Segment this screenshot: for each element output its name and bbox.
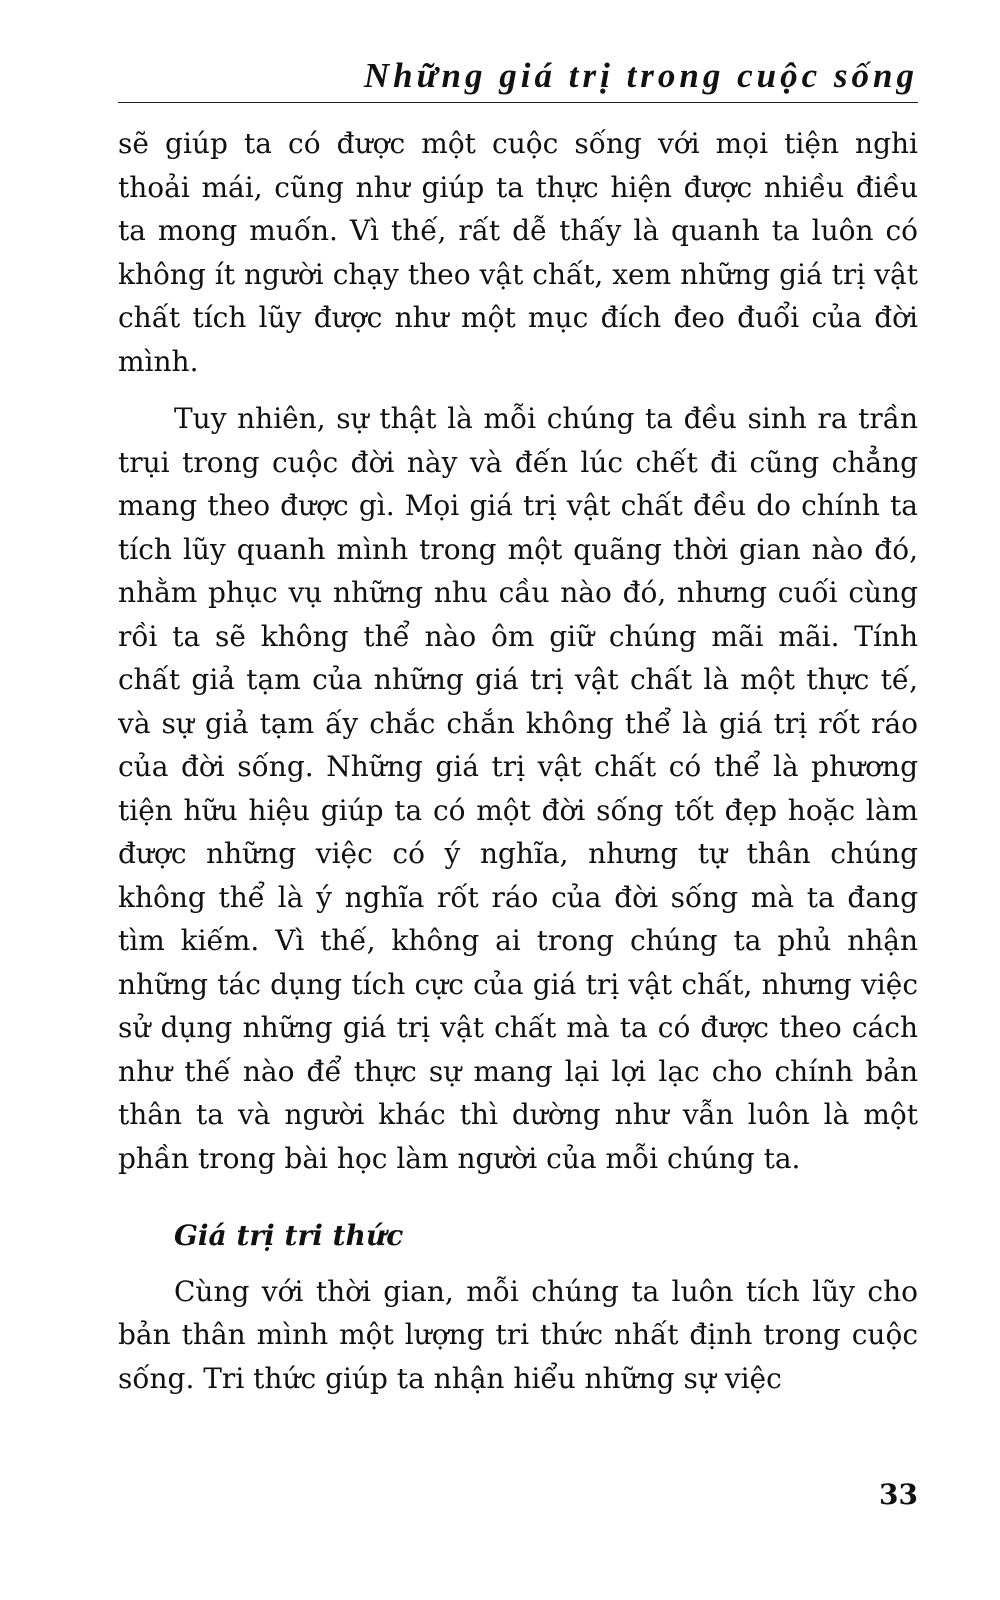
running-title: Những giá trị trong cuộc sống <box>363 56 918 95</box>
page-header <box>118 52 918 103</box>
body-paragraph-2: Tuy nhiên, sự thật là mỗi chúng ta đều sinh ra trần trụi trong cuộc đời này và đến lúc chết đi cũng chẳng mang theo được gì. Mọi giá trị vật chất đều do chính ta tích lũy quanh mình trong một quãng thời gian nào đó, nhằm phục vụ những nhu cầu nào đó, nhưng cuối cùng rồi ta sẽ không thể nào ôm giữ chúng mãi mãi. Tính chất giả tạm của những giá trị vật chất là một thực tế, và sự giả tạm ấy chắc chắn không thể là giá trị rốt ráo của đời sống. Những giá trị vật chất có thể là phương tiện hữu hiệu giúp ta có một đời sống tốt đẹp hoặc làm được những việc có ý nghĩa, nhưng tự thân chúng không thể là ý nghĩa rốt ráo của đời sống mà ta đang tìm kiếm. Vì thế, không ai trong chúng ta phủ nhận những tác dụng tích cực của giá trị vật chất, nhưng việc sử dụng những giá trị vật chất mà ta có được theo cách như thế nào để thực sự mang lại lợi lạc cho chính bản thân ta và người khác thì dường như vẫn luôn là một phần trong bài học làm người của mỗi chúng ta. <box>118 402 918 1175</box>
page-body <box>118 122 918 1400</box>
section-heading: Giá trị tri thức <box>174 1219 404 1252</box>
body-paragraph-3: Cùng với thời gian, mỗi chúng ta luôn tích lũy cho bản thân mình một lượng tri thức nhất định trong cuộc sống. Tri thức giúp ta nhận hiểu những sự việc <box>118 1274 918 1395</box>
body-paragraph-1: sẽ giúp ta có được một cuộc sống với mọi tiện nghi thoải mái, cũng như giúp ta thực hiện được nhiều điều ta mong muốn. Vì thế, rất dễ thấy là quanh ta luôn có không ít người chạy theo vật chất, xem những giá trị vật chất tích lũy được như một mục đích đeo đuổi của đời mình. <box>118 127 918 378</box>
page-number: 33 <box>879 1478 918 1511</box>
